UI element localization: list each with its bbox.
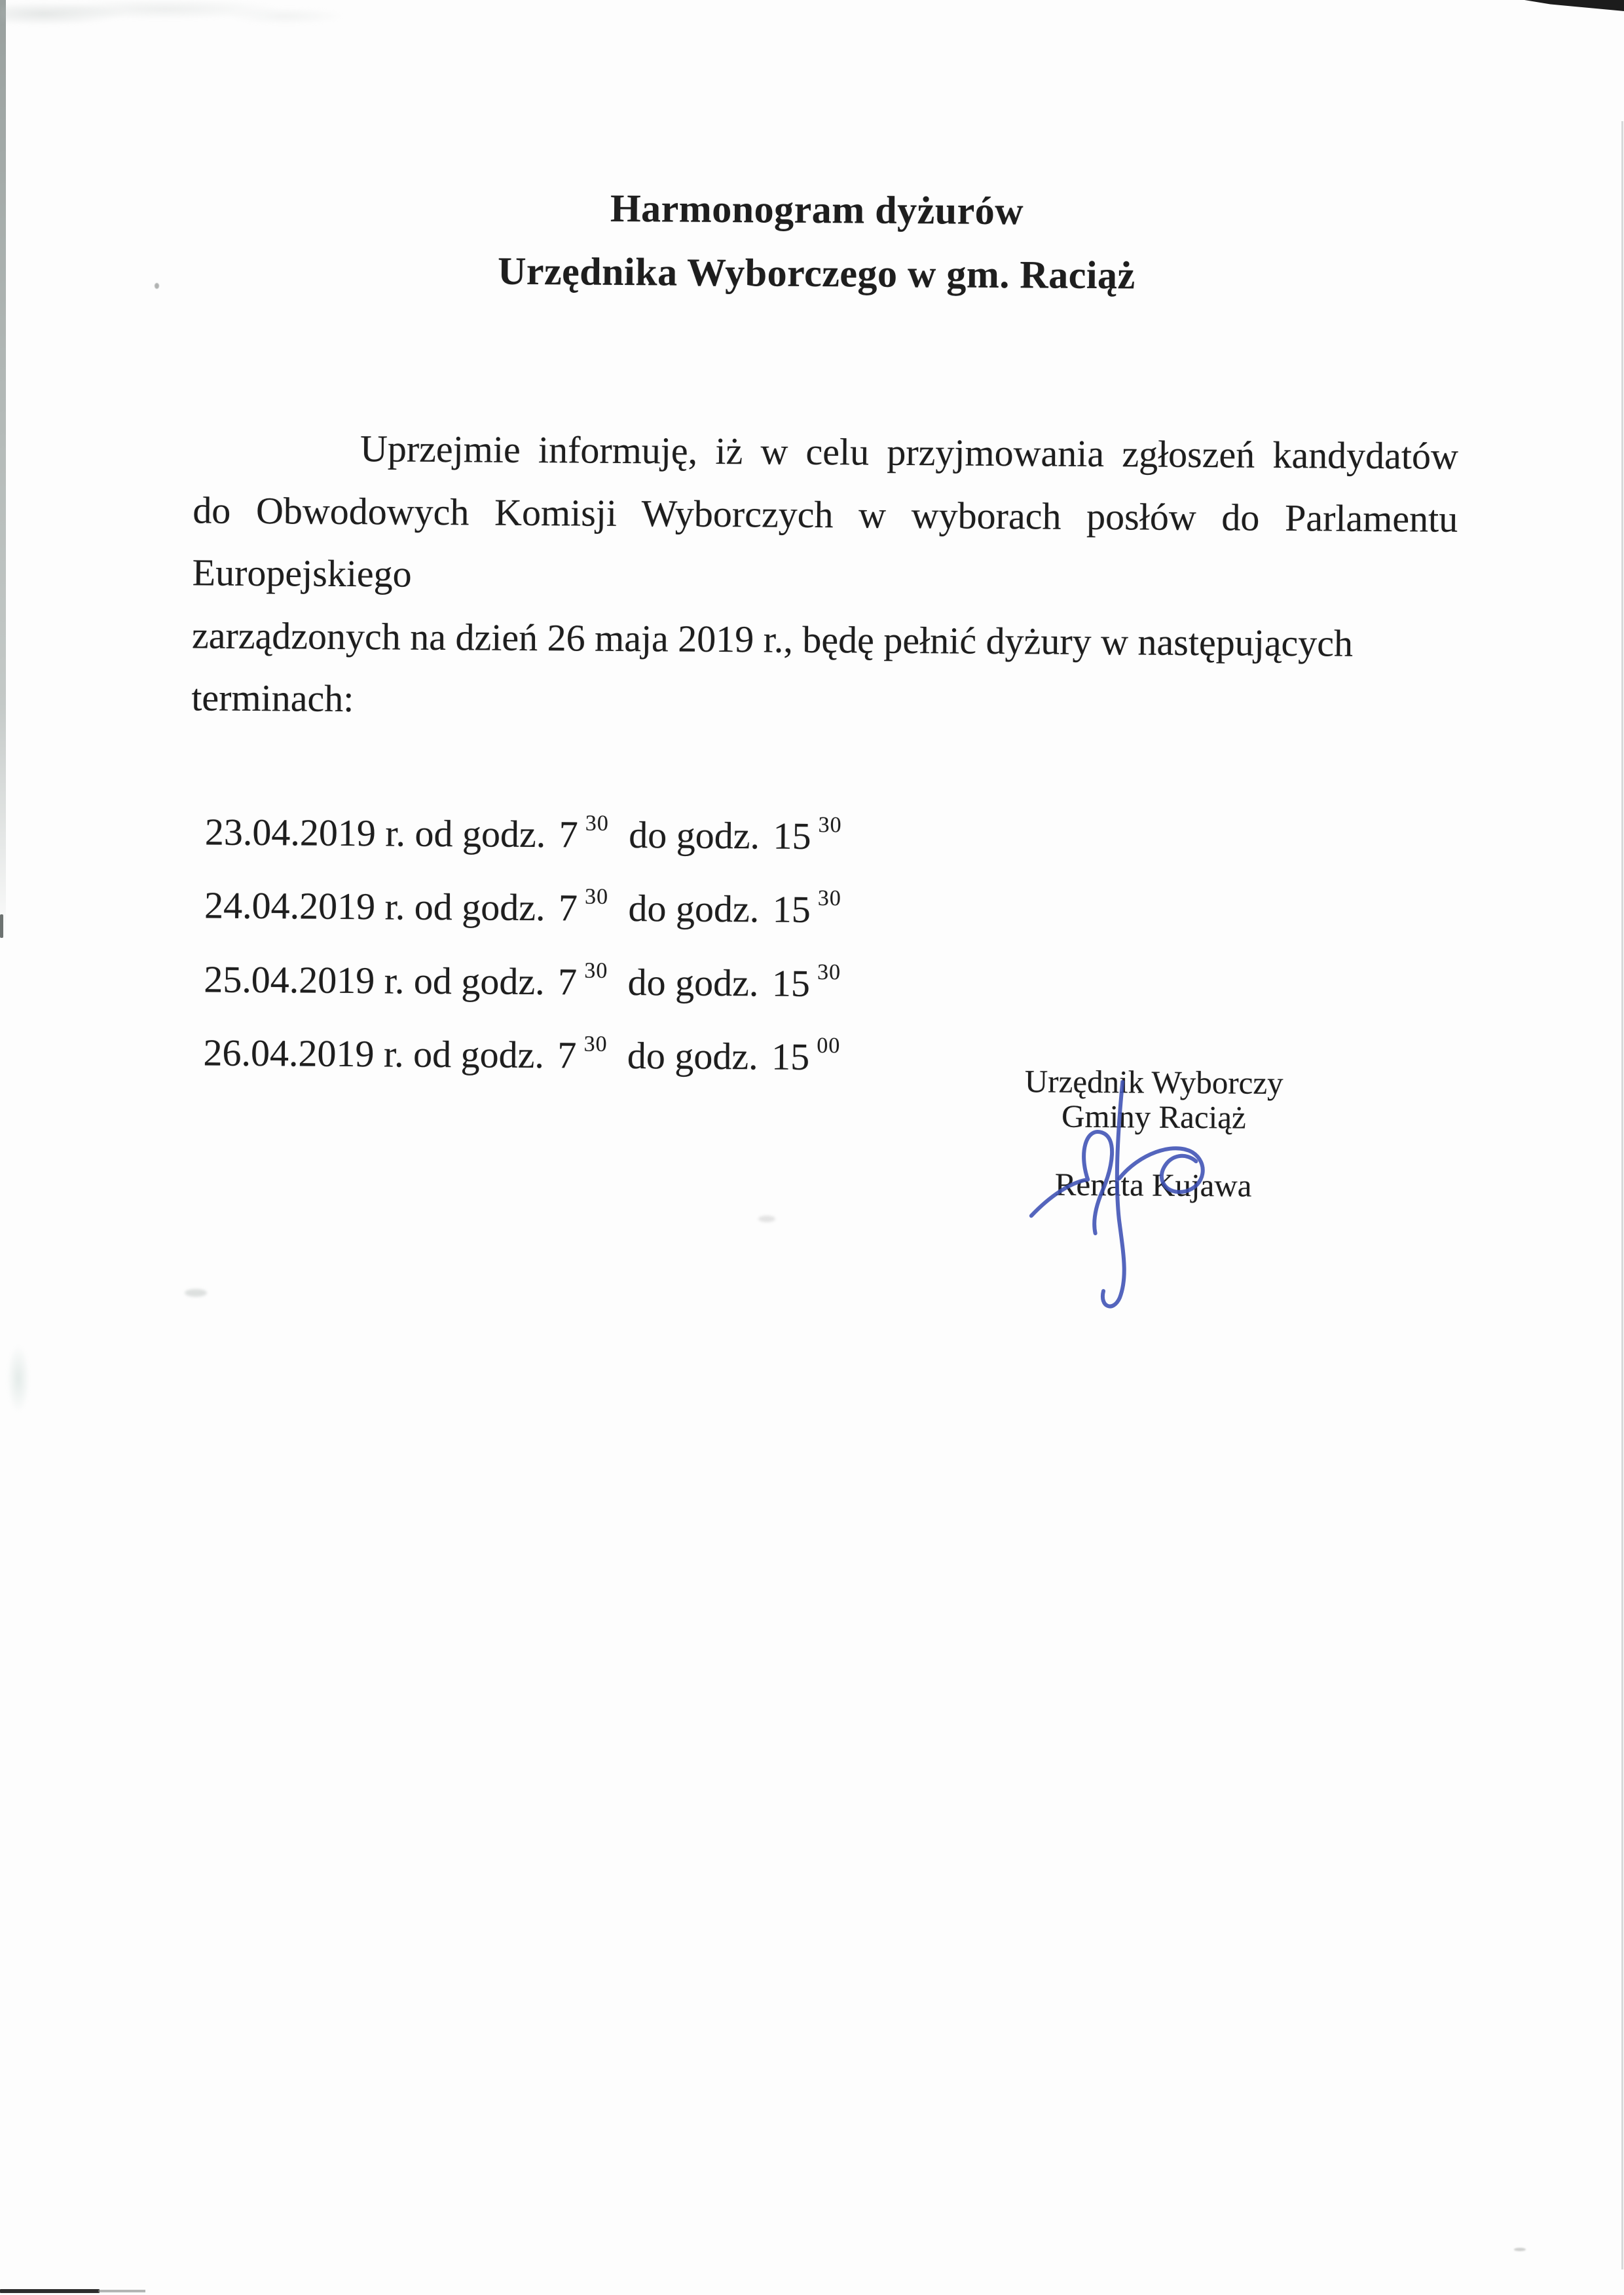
to-label: do godz. xyxy=(627,960,759,1004)
to-hour: 15 xyxy=(773,814,811,857)
from-hour: 7 xyxy=(559,812,578,856)
document-title xyxy=(5,0,1624,311)
to-minutes-superscript: 30 xyxy=(817,886,841,911)
to-label: do godz. xyxy=(627,1034,758,1078)
schedule-row-2 xyxy=(204,863,1624,947)
duty-schedule-list xyxy=(203,789,1624,1094)
signatory-role-line-2: Gminy Raciąż xyxy=(1061,1098,1246,1136)
to-hour: 15 xyxy=(771,1035,810,1078)
signature-block xyxy=(982,1064,1325,1204)
paragraph-line-1: Uprzejmie informuję, iż w celu przyjmowania zgłoszeń kandydatów xyxy=(360,427,1459,477)
title-line-1: Harmonogram dyżurów xyxy=(610,186,1024,233)
from-label: od godz. xyxy=(413,959,545,1003)
from-label: od godz. xyxy=(415,812,546,855)
paragraph-line-2: do Obwodowych Komisji Wyborczych w wyborach posłów do Parlamentu Europejskiego xyxy=(192,488,1458,595)
from-hour: 7 xyxy=(557,960,578,1003)
to-label: do godz. xyxy=(628,887,760,931)
schedule-row-1 xyxy=(205,789,1624,873)
from-minutes-superscript: 30 xyxy=(585,811,610,836)
to-hour: 15 xyxy=(772,887,811,931)
from-minutes-superscript: 30 xyxy=(584,884,609,909)
from-hour: 7 xyxy=(558,886,578,929)
from-hour: 7 xyxy=(557,1034,577,1077)
to-minutes-superscript: 30 xyxy=(818,812,842,837)
schedule-row-4 xyxy=(203,1011,1623,1094)
to-minutes-superscript: 30 xyxy=(817,960,841,984)
schedule-date: 26.04.2019 r. xyxy=(203,1031,404,1075)
to-minutes-superscript: 00 xyxy=(817,1034,841,1058)
schedule-date: 23.04.2019 r. xyxy=(204,810,406,855)
schedule-date: 24.04.2019 r. xyxy=(204,884,405,928)
schedule-row-3 xyxy=(204,937,1624,1020)
intro-paragraph xyxy=(191,416,1458,737)
signatory-name: Renata Kujawa xyxy=(1054,1166,1252,1204)
from-minutes-superscript: 30 xyxy=(583,1032,608,1056)
from-minutes-superscript: 30 xyxy=(584,958,608,983)
to-hour: 15 xyxy=(771,961,811,1005)
from-label: od godz. xyxy=(413,1032,545,1077)
signatory-role-line-1: Urzędnik Wyborczy xyxy=(1024,1063,1283,1102)
from-label: od godz. xyxy=(414,885,545,929)
paragraph-line-3: zarządzonych na dzień 26 maja 2019 r., będę pełnić dyżury w następujących terminach: xyxy=(191,613,1354,720)
title-line-2: Urzędnika Wyborczego w gm. Raciąż xyxy=(497,249,1135,297)
to-label: do godz. xyxy=(629,813,760,857)
schedule-date: 25.04.2019 r. xyxy=(204,958,405,1002)
